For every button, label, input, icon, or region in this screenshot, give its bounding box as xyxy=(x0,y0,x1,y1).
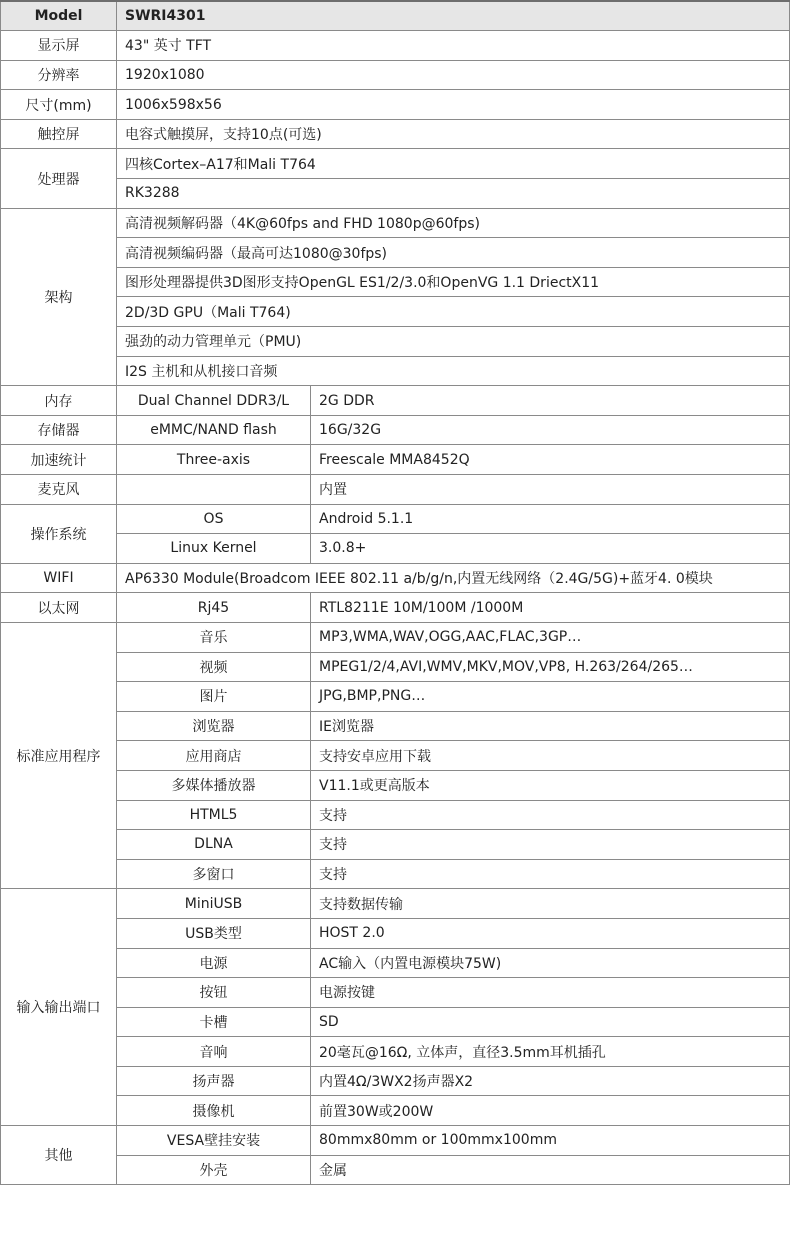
spec-row xyxy=(1,711,790,741)
spec-value: 43" 英寸 TFT xyxy=(117,31,790,61)
spec-subcategory: Dual Channel DDR3/L xyxy=(117,386,311,416)
spec-row xyxy=(1,31,790,61)
spec-subcategory: 多窗口 xyxy=(117,859,311,889)
model-label: Model xyxy=(1,1,117,31)
spec-value: Android 5.1.1 xyxy=(311,504,790,534)
spec-category: 标准应用程序 xyxy=(1,622,117,888)
spec-value: AC输入（内置电源模块75W) xyxy=(311,948,790,978)
spec-row xyxy=(1,1096,790,1126)
spec-row xyxy=(1,889,790,919)
spec-category: WIFI xyxy=(1,563,117,593)
spec-category: 尺寸(mm) xyxy=(1,90,117,120)
spec-row xyxy=(1,593,790,623)
spec-row xyxy=(1,415,790,445)
spec-subcategory: HTML5 xyxy=(117,800,311,830)
spec-value: MP3,WMA,WAV,OGG,AAC,FLAC,3GP… xyxy=(311,622,790,652)
spec-row xyxy=(1,445,790,475)
spec-subcategory: Three-axis xyxy=(117,445,311,475)
spec-category: 加速统计 xyxy=(1,445,117,475)
spec-row xyxy=(1,859,790,889)
spec-row xyxy=(1,534,790,564)
spec-row xyxy=(1,948,790,978)
spec-category: 以太网 xyxy=(1,593,117,623)
spec-category: 输入输出端口 xyxy=(1,889,117,1126)
spec-value: 2G DDR xyxy=(311,386,790,416)
spec-value: 20毫瓦@16Ω, 立体声，直径3.5mm耳机插孔 xyxy=(311,1037,790,1067)
spec-category: 内存 xyxy=(1,386,117,416)
spec-row xyxy=(1,652,790,682)
spec-value: 金属 xyxy=(311,1155,790,1185)
spec-row xyxy=(1,149,790,179)
spec-row xyxy=(1,327,790,357)
spec-category: 存储器 xyxy=(1,415,117,445)
spec-row xyxy=(1,682,790,712)
spec-row xyxy=(1,741,790,771)
spec-value: 16G/32G xyxy=(311,415,790,445)
spec-subcategory: 音乐 xyxy=(117,622,311,652)
spec-value: 1920x1080 xyxy=(117,60,790,90)
spec-row xyxy=(1,90,790,120)
spec-value: 高清视频解码器（4K@60fps and FHD 1080p@60fps) xyxy=(117,208,790,238)
spec-value: 支持数据传输 xyxy=(311,889,790,919)
spec-subcategory: eMMC/NAND flash xyxy=(117,415,311,445)
spec-subcategory: 浏览器 xyxy=(117,711,311,741)
spec-row xyxy=(1,1066,790,1096)
spec-category: 显示屏 xyxy=(1,31,117,61)
spec-subcategory: 按钮 xyxy=(117,978,311,1008)
spec-value: 高清视频编码器（最高可达1080@30fps) xyxy=(117,238,790,268)
spec-row xyxy=(1,770,790,800)
spec-row xyxy=(1,1007,790,1037)
spec-row xyxy=(1,297,790,327)
spec-value: 80mmx80mm or 100mmx100mm xyxy=(311,1126,790,1156)
spec-subcategory: 应用商店 xyxy=(117,741,311,771)
spec-value: 图形处理器提供3D图形支持OpenGL ES1/2/3.0和OpenVG 1.1 DriectX11 xyxy=(117,267,790,297)
spec-row xyxy=(1,119,790,149)
spec-row xyxy=(1,830,790,860)
spec-subcategory: OS xyxy=(117,504,311,534)
spec-row xyxy=(1,978,790,1008)
spec-value: 支持 xyxy=(311,859,790,889)
spec-row xyxy=(1,504,790,534)
spec-subcategory: USB类型 xyxy=(117,918,311,948)
spec-subcategory: VESA壁挂安装 xyxy=(117,1126,311,1156)
model-value: SWRI4301 xyxy=(117,1,790,31)
spec-value: Freescale MMA8452Q xyxy=(311,445,790,475)
spec-subcategory: 视频 xyxy=(117,652,311,682)
spec-subcategory: 卡槽 xyxy=(117,1007,311,1037)
spec-value: 支持安卓应用下载 xyxy=(311,741,790,771)
spec-subcategory xyxy=(117,475,311,505)
spec-row xyxy=(1,563,790,593)
spec-subcategory: MiniUSB xyxy=(117,889,311,919)
spec-subcategory: 外壳 xyxy=(117,1155,311,1185)
spec-value: V11.1或更高版本 xyxy=(311,770,790,800)
spec-row xyxy=(1,1037,790,1067)
spec-row xyxy=(1,267,790,297)
spec-value: 内置 xyxy=(311,475,790,505)
spec-value: RTL8211E 10M/100M /1000M xyxy=(311,593,790,623)
spec-value: 支持 xyxy=(311,800,790,830)
spec-value: HOST 2.0 xyxy=(311,918,790,948)
spec-value: I2S 主机和从机接口音频 xyxy=(117,356,790,386)
spec-row xyxy=(1,1155,790,1185)
spec-row xyxy=(1,475,790,505)
spec-subcategory: 图片 xyxy=(117,682,311,712)
spec-category: 处理器 xyxy=(1,149,117,208)
spec-value: MPEG1/2/4,AVI,WMV,MKV,MOV,VP8, H.263/264/265… xyxy=(311,652,790,682)
spec-row xyxy=(1,386,790,416)
spec-subcategory: DLNA xyxy=(117,830,311,860)
spec-category: 分辨率 xyxy=(1,60,117,90)
spec-row xyxy=(1,356,790,386)
spec-value: RK3288 xyxy=(117,179,790,209)
spec-value: JPG,BMP,PNG… xyxy=(311,682,790,712)
spec-subcategory: Linux Kernel xyxy=(117,534,311,564)
spec-value: 内置4Ω/3WX2扬声器X2 xyxy=(311,1066,790,1096)
spec-row xyxy=(1,1126,790,1156)
spec-value: 支持 xyxy=(311,830,790,860)
spec-row xyxy=(1,622,790,652)
header-row xyxy=(1,1,790,31)
spec-category: 架构 xyxy=(1,208,117,386)
spec-value: 电容式触摸屏，支持10点(可选) xyxy=(117,119,790,149)
spec-value: 1006x598x56 xyxy=(117,90,790,120)
spec-category: 其他 xyxy=(1,1126,117,1185)
spec-subcategory: Rj45 xyxy=(117,593,311,623)
spec-value: 强劲的动力管理单元（PMU) xyxy=(117,327,790,357)
spec-value: 四核Cortex–A17和Mali T764 xyxy=(117,149,790,179)
spec-category: 麦克风 xyxy=(1,475,117,505)
spec-subcategory: 电源 xyxy=(117,948,311,978)
spec-value: SD xyxy=(311,1007,790,1037)
spec-category: 触控屏 xyxy=(1,119,117,149)
spec-subcategory: 摄像机 xyxy=(117,1096,311,1126)
spec-value: 2D/3D GPU（Mali T764) xyxy=(117,297,790,327)
spec-row xyxy=(1,60,790,90)
spec-subcategory: 扬声器 xyxy=(117,1066,311,1096)
spec-subcategory: 音响 xyxy=(117,1037,311,1067)
spec-value: 电源按键 xyxy=(311,978,790,1008)
spec-row xyxy=(1,918,790,948)
spec-row xyxy=(1,238,790,268)
spec-row xyxy=(1,179,790,209)
spec-value: IE浏览器 xyxy=(311,711,790,741)
spec-row xyxy=(1,800,790,830)
spec-value: 3.0.8+ xyxy=(311,534,790,564)
spec-row xyxy=(1,208,790,238)
spec-value: 前置30W或200W xyxy=(311,1096,790,1126)
spec-category: 操作系统 xyxy=(1,504,117,563)
spec-subcategory: 多媒体播放器 xyxy=(117,770,311,800)
spec-value: AP6330 Module(Broadcom IEEE 802.11 a/b/g/n,内置无线网络（2.4G/5G)+蓝牙4. 0模块 xyxy=(117,563,790,593)
